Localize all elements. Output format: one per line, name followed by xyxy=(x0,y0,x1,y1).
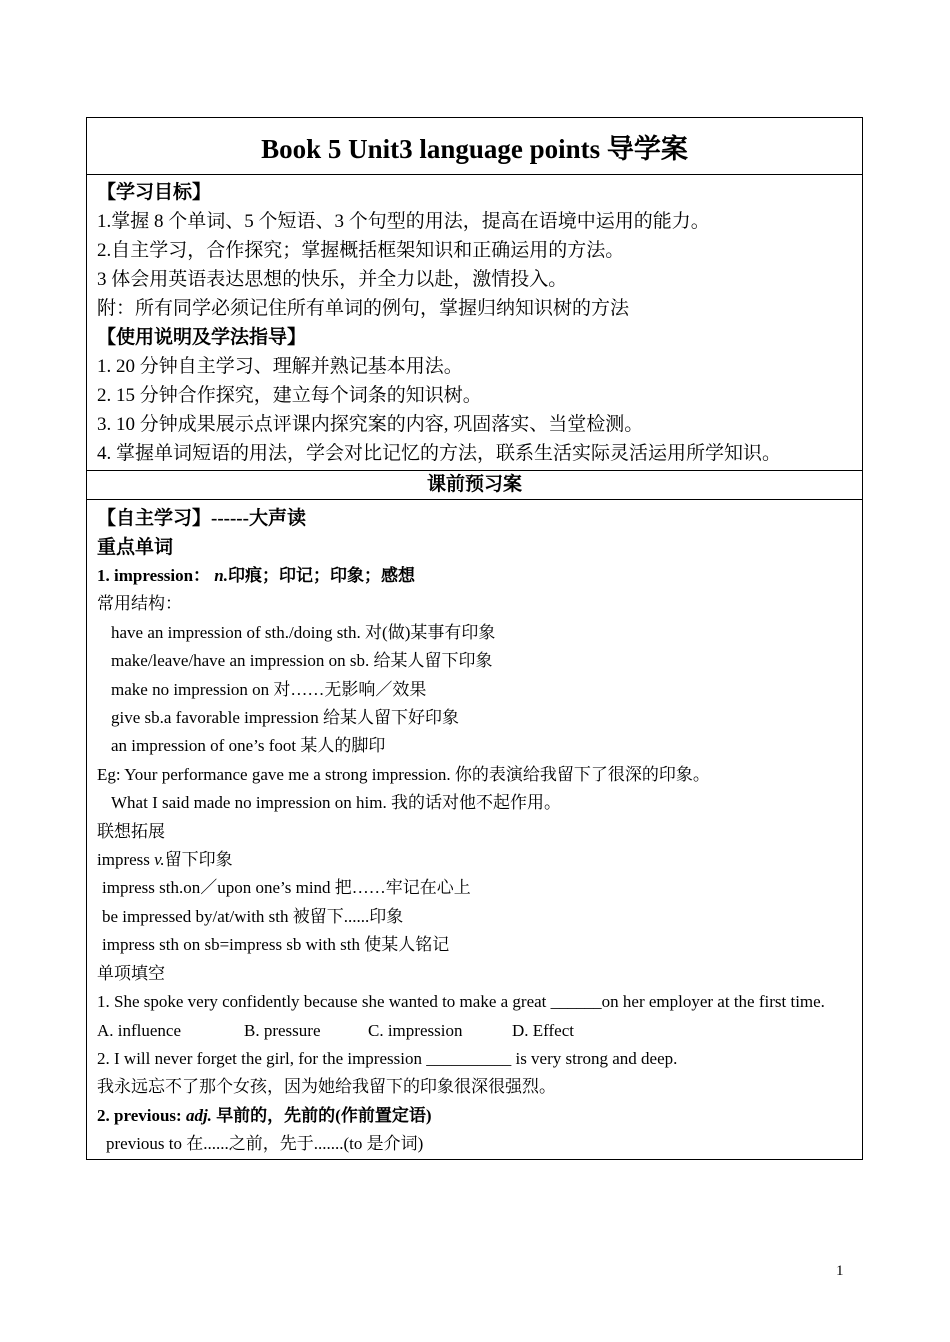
question-2: 2. I will never forget the girl, for the impression __________ is very strong and deep. xyxy=(97,1048,678,1068)
word-number: 2. previous: xyxy=(97,1105,186,1125)
option-a: A. influence xyxy=(97,1020,182,1040)
structure-item: have an impression of sth./doing sth. 对(做)某事有印象 xyxy=(111,622,496,642)
word-entry-impression xyxy=(97,562,852,590)
objective-item: 2.自主学习，合作探究；掌握概括框架知识和正确运用的方法。 xyxy=(97,240,625,261)
example-sentence: What I said made no impression on him. 我的话对他不起作用。 xyxy=(111,793,561,813)
self-study-section xyxy=(87,500,863,1160)
word-meaning: 早前的，先前的(作前置定语) xyxy=(211,1105,432,1125)
impress-pos: v. xyxy=(154,850,165,870)
objectives-section xyxy=(87,175,863,471)
guide-item: 2. 15 分钟合作探究，建立每个词条的知识树。 xyxy=(97,385,482,406)
page-number: 1 xyxy=(836,1263,844,1279)
part-of-speech: adj. xyxy=(185,1105,212,1125)
word-entry-previous xyxy=(97,1102,852,1130)
key-words-heading: 重点单词 xyxy=(97,537,174,558)
option-c: C. impression xyxy=(368,1020,463,1040)
preview-heading: 课前预习案 xyxy=(87,471,863,500)
question-2-translation: 我永远忘不了那个女孩，因为她给我留下的印象很深很强烈。 xyxy=(97,1077,556,1097)
page-title: Book 5 Unit3 language points 导学案 xyxy=(87,118,863,175)
objective-item: 附：所有同学必须记住所有单词的例句，掌握归纳知识树的方法 xyxy=(97,298,630,319)
impress-item: impress sth on sb=impress sb with sth 使某人铭记 xyxy=(102,935,450,955)
word-number: 1. impression： xyxy=(97,566,211,585)
guide-heading: 【使用说明及学法指导】 xyxy=(97,327,307,348)
impress-item: be impressed by/at/with sth 被留下......印象 xyxy=(102,906,404,926)
option-d: D. Effect xyxy=(512,1020,574,1040)
worksheet-table xyxy=(86,117,863,1160)
impress-meaning: 留下印象 xyxy=(164,850,233,870)
objective-item: 1.掌握 8 个单词、5 个短语、3 个句型的用法，提高在语境中运用的能力。 xyxy=(97,211,710,232)
structure-item: give sb.a favorable impression 给某人留下好印象 xyxy=(111,708,459,728)
example-sentence: Eg: Your performance gave me a strong impression. 你的表演给我留下了很深的印象。 xyxy=(97,764,710,784)
self-study-heading: 【自主学习】------大声读 xyxy=(97,508,306,529)
impress-word: impress xyxy=(97,850,155,870)
question-1: 1. She spoke very confidently because she wanted to make a great ______on her employer at the first time. xyxy=(97,992,825,1012)
guide-item: 4. 掌握单词短语的用法，学会对比记忆的方法，联系生活实际灵活运用所学知识。 xyxy=(97,443,782,464)
fill-label: 单项填空 xyxy=(97,963,165,983)
word-meaning: 印痕；印记；印象；感想 xyxy=(228,566,416,585)
expand-label: 联想拓展 xyxy=(97,821,165,841)
part-of-speech: n. xyxy=(214,566,229,585)
question-1-options xyxy=(97,1017,852,1045)
objectives-heading: 【学习目标】 xyxy=(97,182,212,203)
guide-item: 3. 10 分钟成果展示点评课内探究案的内容, 巩固落实、当堂检测。 xyxy=(97,414,644,435)
structures-label: 常用结构： xyxy=(97,594,182,614)
guide-item: 1. 20 分钟自主学习、理解并熟记基本用法。 xyxy=(97,356,463,377)
impress-item: impress sth.on／upon one’s mind 把……牢记在心上 xyxy=(102,878,471,898)
objective-item: 3 体会用英语表达思想的快乐，并全力以赴，激情投入。 xyxy=(97,269,568,290)
structure-item: an impression of one’s foot 某人的脚印 xyxy=(111,736,386,756)
structure-item: make no impression on 对……无影响／效果 xyxy=(111,679,427,699)
previous-to-usage: previous to 在......之前，先于.......(to 是介词) xyxy=(106,1134,424,1154)
structure-item: make/leave/have an impression on sb. 给某人留下印象 xyxy=(111,651,493,671)
option-b: B. pressure xyxy=(244,1020,321,1040)
impress-entry xyxy=(97,846,852,874)
